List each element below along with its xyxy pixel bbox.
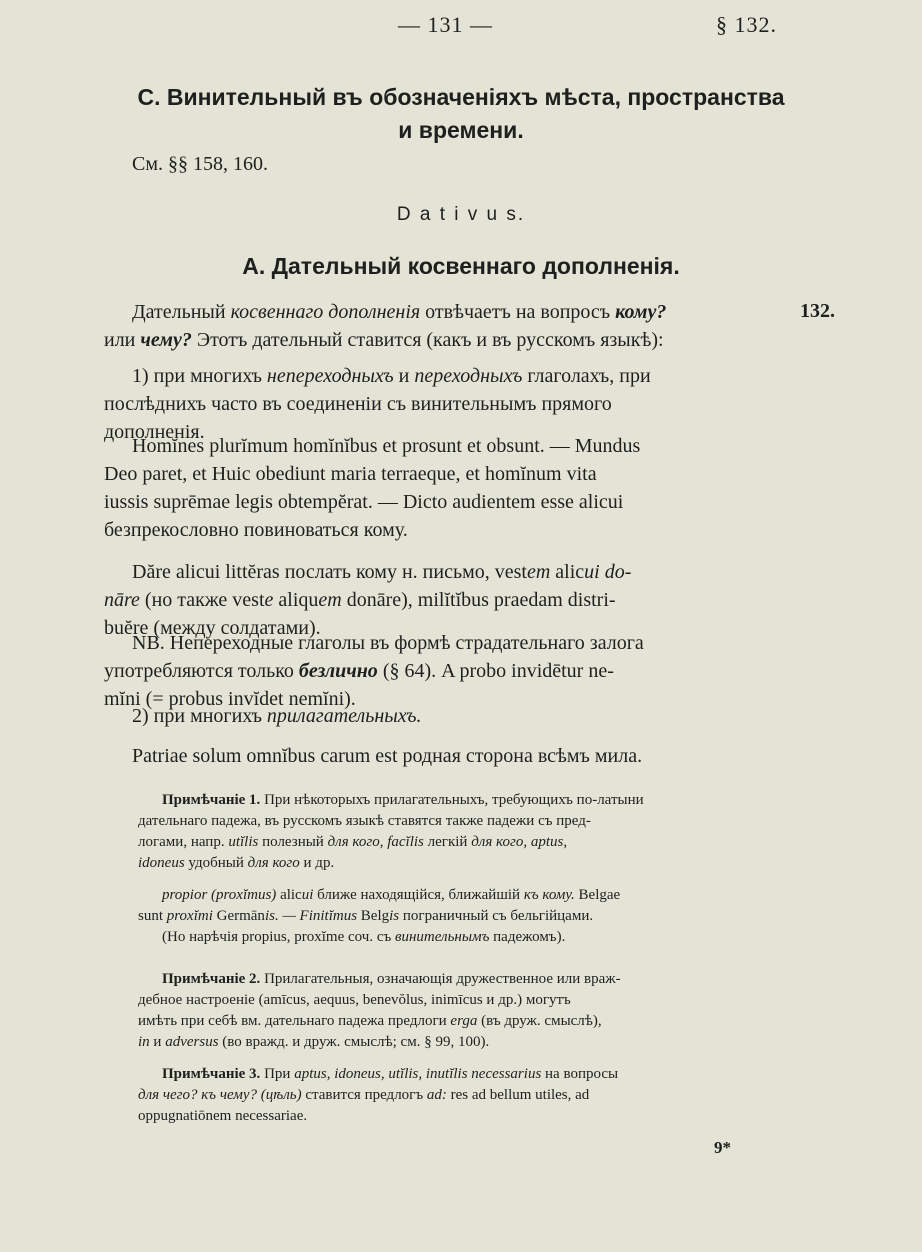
para1-line2: или чему? Этотъ дательный ставится (какъ и въ русскомъ языкѣ): [104,329,664,351]
item1-line3: дополненія. [104,421,205,443]
note1-line4: idoneus удобный для кого и др. [138,855,335,871]
note1-line2: дательнаго падежа, въ русскомъ языкѣ ставятся также падежи съ пред- [138,813,591,829]
section-a-title: A. Дательный косвеннаго дополненія. [242,253,680,279]
section-c-ref: См. §§ 158, 160. [132,153,268,175]
item2-line: 2) при многихъ прилагательныхъ. [132,705,422,727]
latin1-line1: Homĭnes plurĭmum homĭnĭbus et prosunt et obsunt. — Mundus [132,435,641,457]
note3-line1: Примѣчаніе 3. При aptus, idoneus, utĭlis, inutĭlis necessarius на вопросы [162,1066,619,1082]
item1-line1: 1) при многихъ непереходныхъ и переходныхъ глаголахъ, при [132,365,651,387]
note1-line5: propior (proxĭmus) alicui ближе находящійся, ближайшій къ кому. Belgae [162,887,621,903]
note3-label: Примѣчаніе 3. [162,1066,261,1082]
patriae-example: Patriae solum omnĭbus carum est родная сторона всѣмъ мила. [132,745,643,767]
item1-line2: послѣднихъ часто въ соединеніи съ винительнымъ прямого [104,393,612,415]
margin-paragraph-number: 132. [800,300,835,322]
signature-mark: 9* [714,1138,731,1157]
nb-line3: mĭni (= probus invĭdet nemĭni). [104,688,356,710]
note3-line2: для чего? къ чему? (цѣль) ставится предлогъ ad: res ad bellum utiles, ad [138,1087,590,1103]
note1-line1: Примѣчаніе 1. При нѣкоторыхъ прилагательныхъ, требующихъ по-латыни [162,792,644,808]
note1-line6: sunt proxĭmi Germānis. — Finitĭmus Belgis пограничный съ бельгійцами. [138,908,594,924]
note2-label: Примѣчаніе 2. [162,971,261,987]
latin2-line3: buĕre (между солдатами). [104,617,321,639]
latin2-line1: Dăre alicui littĕras послать кому н. письмо, vestem alicui do- [132,561,632,583]
note1-label: Примѣчаніе 1. [162,792,261,808]
section-c-title-line1: C. Винительный въ обозначеніяхъ мѣста, пространства [137,84,785,110]
note1-line7: (Но нарѣчія propius, proxĭme соч. съ винительнымъ падежомъ). [162,929,566,945]
page-number: — 131 — [398,12,493,37]
latin1-line2: Deo paret, et Huic obediunt maria terraeque, et homĭnum vita [104,463,597,485]
para1-line1: Дательный косвеннаго дополненія отвѣчаетъ на вопросъ кому? [132,301,667,323]
running-header [0,12,922,44]
note2-line4: in и adversus (во вражд. и друж. смыслѣ; см. § 99, 100). [138,1034,490,1050]
dativus-heading: D a t i v u s. [396,204,526,225]
note1-line3: логами, напр. utĭlis полезный для кого, facĭlis легкій для кого, aptus, [138,834,568,850]
latin2-line2: nāre (но также veste aliquem donāre), milĭtĭbus praedam distri- [104,589,616,611]
latin1-line3: iussis suprēmae legis obtempĕrat. — Dicto audientem esse alicui [104,491,624,513]
section-ref: § 132. [716,12,777,37]
section-c-title-line2: и времени. [398,117,524,143]
note2-line1: Примѣчаніе 2. Прилагательныя, означающія дружественное или враж- [162,971,621,987]
note2-line3: имѣть при себѣ вм. дательнаго падежа предлоги erga (въ друж. смыслѣ), [138,1013,602,1029]
nb-line1: NB. Непереходные глаголы въ формѣ страдательнаго залога [132,632,644,654]
note2-line2: дебное настроеніе (amīcus, aequus, benevŏlus, inimīcus и др.) могутъ [138,992,571,1008]
latin1-line4: безпрекословно повиноваться кому. [104,519,408,541]
note3-line3: oppugnatiōnem necessariae. [138,1108,308,1124]
nb-line2: употребляются только безлично (§ 64). A probo invidētur ne- [104,660,614,682]
